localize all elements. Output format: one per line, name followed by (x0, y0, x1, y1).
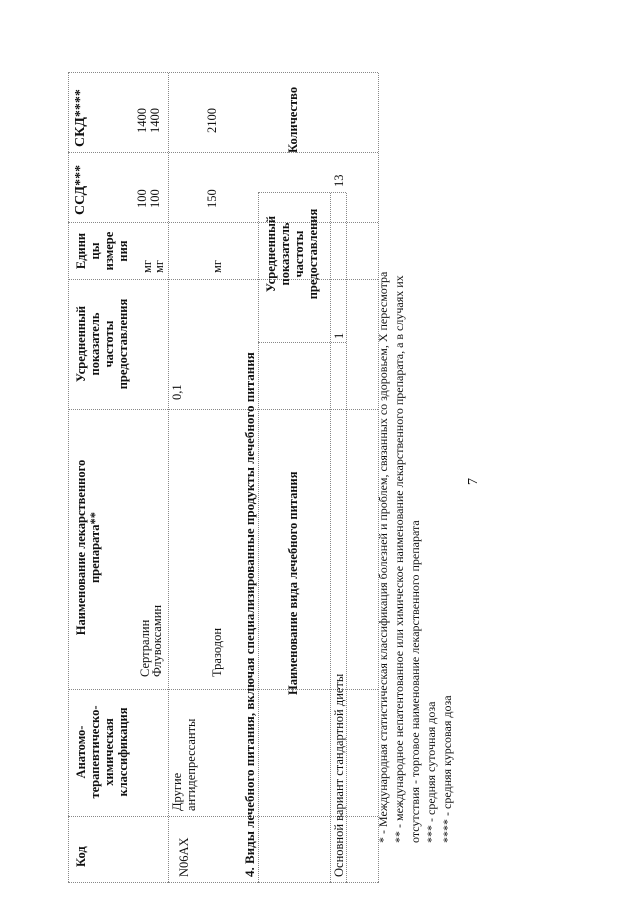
drug-name: Флувоксамин (150, 604, 164, 677)
footnote: * - Международная статистическая классификация болезней и проблем, связанных со здоровьем, X пересмотра (376, 271, 390, 843)
row-code: N06AX (177, 837, 191, 877)
row-frequency: 0,1 (170, 384, 184, 400)
table1-col-line (68, 222, 378, 223)
table1-top-border (68, 73, 69, 883)
drug-skd: 1400 (148, 108, 162, 133)
table2-header-name: Наименование вида лечебного питания (286, 471, 300, 695)
drug-unit: мг (140, 259, 154, 273)
footnote: отсутствия - торговое наименование лекарственного препарата (408, 520, 422, 843)
table2-top-border (258, 193, 259, 883)
drug-unit: мг (210, 259, 224, 273)
table2-bottom-border (346, 193, 347, 883)
table2-col-line (258, 882, 346, 883)
page-number: 7 (466, 478, 481, 485)
drug-skd: 2100 (205, 108, 219, 133)
table1-col-line (68, 72, 378, 73)
section4-title: 4. Виды лечебного питания, включая специализированные продукты лечебного питания (242, 352, 257, 877)
diet-quantity: 13 (332, 174, 346, 187)
table1-col-line (68, 279, 378, 280)
header-code: Код (74, 846, 88, 867)
drug-ssd: 150 (205, 189, 219, 208)
diet-frequency: 1 (332, 332, 346, 339)
drug-ssd: 100 (148, 189, 162, 208)
drug-name: Тразодон (210, 627, 224, 677)
header-atc: Анатомо- терапевтическо- химическая классификация (74, 705, 130, 799)
table2-header-border (330, 193, 331, 883)
footnote: **** - средняя курсовая доза (440, 695, 454, 843)
drug-unit: мг (152, 259, 166, 273)
header-frequency: Усредненный показатель частоты предоставления (74, 298, 130, 390)
table2-col-line (258, 342, 346, 343)
footnote: ** - международное непатентованное или химическое наименование лекарственного препарата, а в случаях их (392, 275, 406, 843)
row-atc-group: Другие антидепрессанты (170, 718, 198, 811)
header-ssd: ССД*** (73, 164, 88, 215)
table1-col-line (68, 152, 378, 153)
diet-name: Основной вариант стандартной диеты (332, 673, 346, 877)
table2-header-quantity: Количество (286, 86, 300, 153)
table1-col-line (68, 409, 378, 410)
table1-header-border (168, 73, 169, 883)
drug-ssd: 100 (135, 189, 149, 208)
header-drug-name: Наименование лекарственного препарата** (74, 459, 102, 636)
footnote: *** - средняя суточная доза (424, 701, 438, 843)
drug-skd: 1400 (135, 108, 149, 133)
header-skd: СКД**** (73, 89, 88, 147)
table2-header-frequency: Усредненный показатель частоты предоставления (264, 208, 320, 300)
header-units: Едини цы измере ния (74, 231, 130, 271)
drug-name: Сертралин (138, 619, 152, 677)
